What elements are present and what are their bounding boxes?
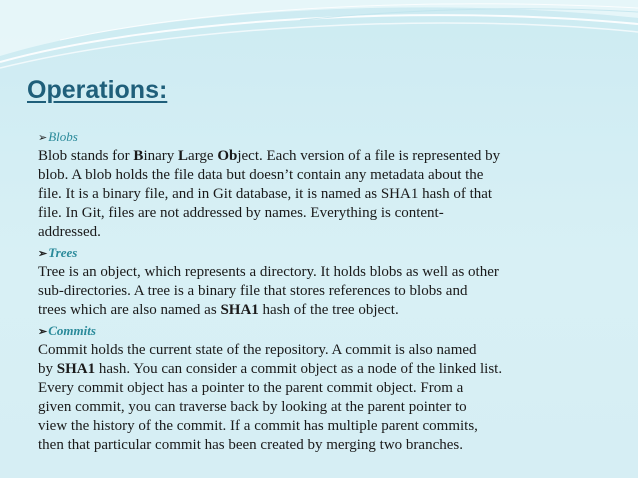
text-line: trees which are also named as SHA1 hash of the tree object. [38,302,399,318]
arrow-bullet-icon: ➢ [38,248,48,260]
text-line: Commit holds the current state of the repository. A commit is also named [38,342,477,358]
text-line: by SHA1 hash. You can consider a commit object as a node of the linked list. [38,361,503,377]
text-line: Every commit object has a pointer to the parent commit object. From a [38,380,464,396]
text-line: file. In Git, files are not addressed by names. Everything is content- [38,205,444,221]
text-line: sub-directories. A tree is a binary file that stores references to blobs and [38,283,468,299]
section-heading-trees: ➢Trees [38,245,78,260]
decorative-swoosh [0,0,638,80]
text-line: addressed. [38,224,101,240]
arrow-bullet-icon: ➢ [38,326,48,338]
text-line: view the history of the commit. If a commit has multiple parent commits, [38,418,478,434]
text-line: Blob stands for Binary Large Object. Each version of a file is represented by [38,148,501,164]
text-line: blob. A blob holds the file data but doesn’t contain any metadata about the [38,167,484,183]
arrow-bullet-icon: ➢ [38,132,48,144]
slide-content [38,128,598,455]
text-line: file. It is a binary file, and in Git database, it is named as SHA1 hash of that [38,186,493,202]
text-line: given commit, you can traverse back by looking at the parent pointer to [38,399,467,415]
paragraph-blobs [38,147,598,242]
section-heading-commits: ➢Commits [38,323,96,338]
text-line: then that particular commit has been created by merging two branches. [38,437,463,453]
slide-title: Operations: [27,76,168,104]
section-heading-blobs: ➢Blobs [38,129,78,144]
paragraph-trees [38,263,598,320]
paragraph-commits [38,341,598,455]
text-line: Tree is an object, which represents a directory. It holds blobs as well as other [38,264,499,280]
